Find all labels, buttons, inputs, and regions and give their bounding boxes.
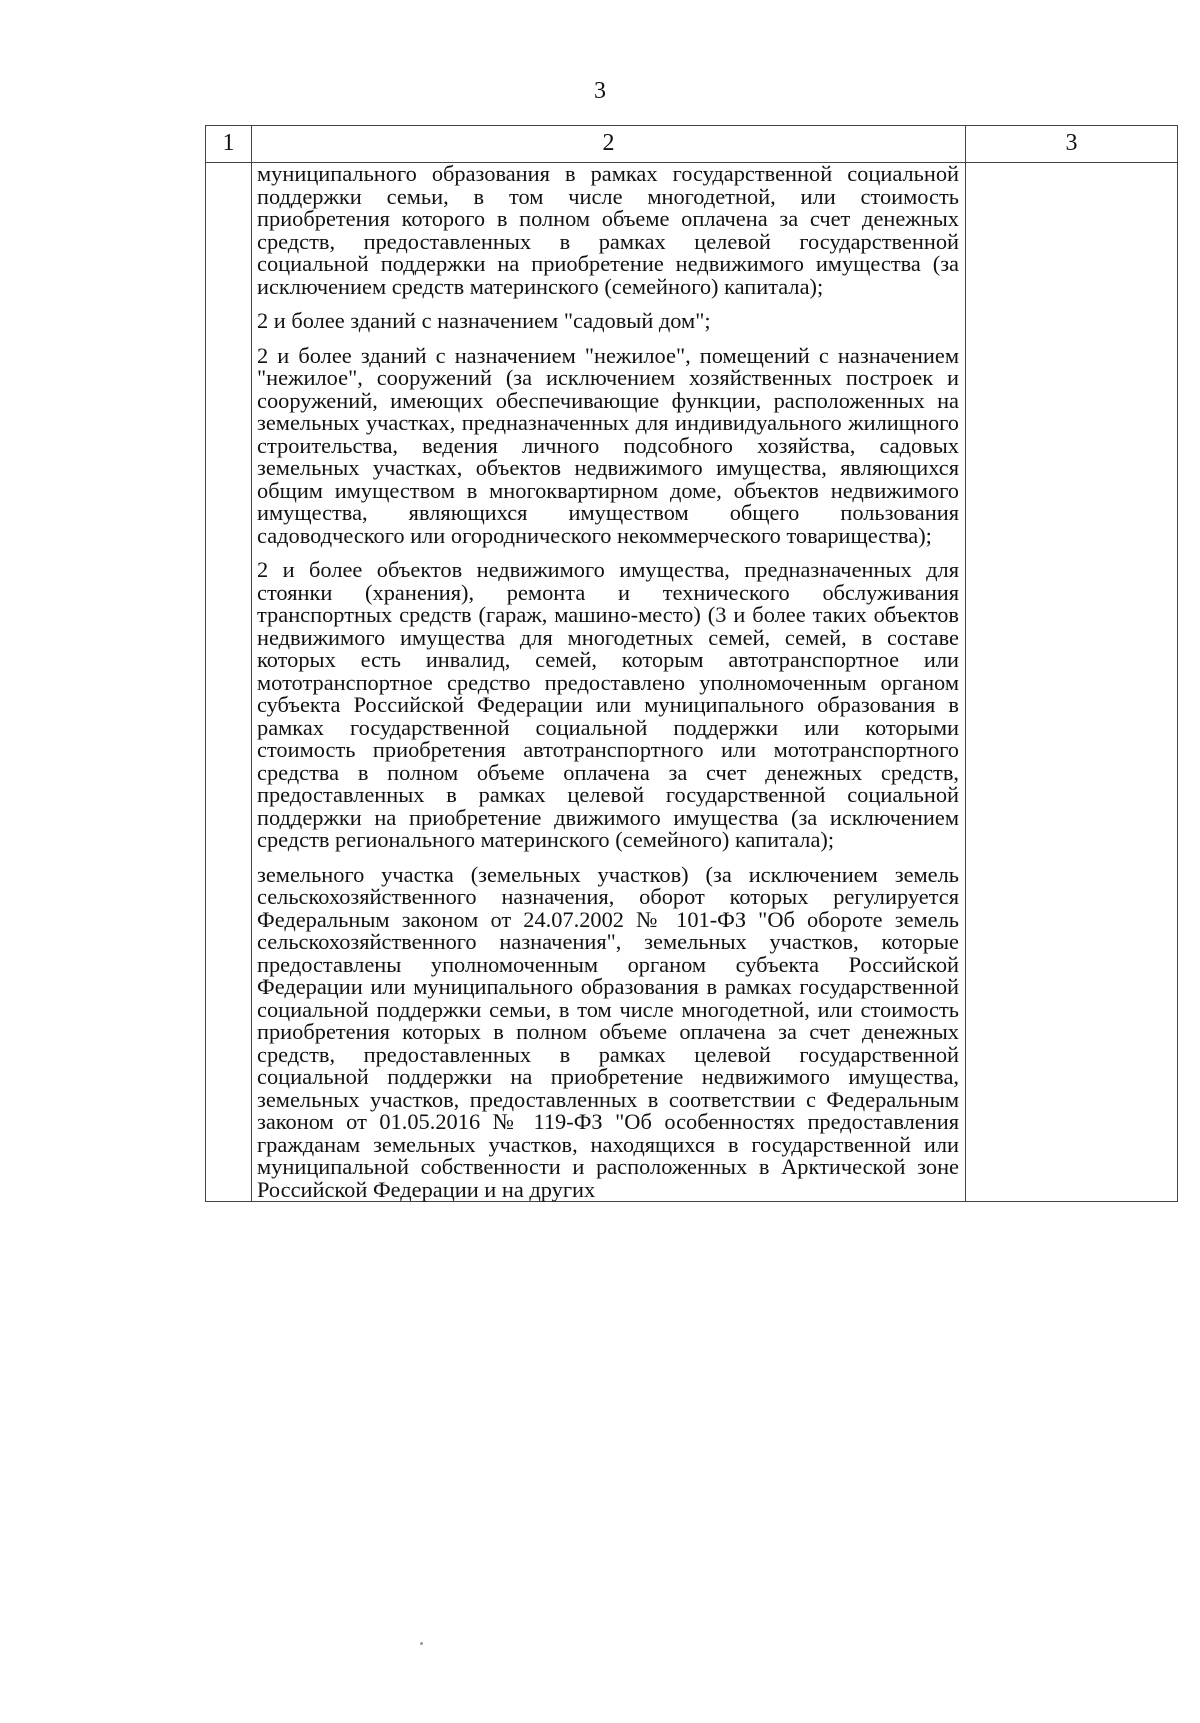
- table-body-row: [206, 163, 1178, 1202]
- header-cell-3: 3: [966, 126, 1178, 163]
- header-cell-2: 2: [252, 126, 966, 163]
- paragraph-1: муниципального образования в рамках государственной социальной поддержки семьи, в том числе многодетной, или стоимость приобретения которого в полном объеме оплачена за счет денежных средств, предоставленных в рамках целевой государственной социальной поддержки на приобретение недвижимого имущества (за исключением средств материнского (семейного) капитала);: [257, 161, 959, 299]
- paragraph-2: 2 и более зданий с назначением "садовый дом";: [257, 308, 711, 333]
- table-header-row: [206, 126, 1178, 163]
- paragraph-3: 2 и более зданий с назначением "нежилое", помещений с назначением "нежилое", сооружений (за исключением хозяйственных построек и сооружений, имеющих обеспечивающие функции, расположенных на земельных участках, предназначенных для индивидуального жилищного строительства, ведения личного подсобного хозяйства, садовых земельных участках, объектов недвижимого имущества, являющихся общим имуществом в многоквартирном доме, объектов недвижимого имущества, являющихся имуществом общего пользования садоводческого или огороднического некоммерческого товарищества);: [257, 342, 959, 548]
- paragraph-5: земельного участка (земельных участков) (за исключением земель сельскохозяйственного назначения, оборот которых регулируется Федеральным законом от 24.07.2002 № 101-ФЗ "Об обороте земель сельскохозяйственного назначения", земельных участков, которые предоставлены уполномоченным органом субъекта Российской Федерации или муниципального образования в рамках государственной социальной поддержки семьи, в том числе многодетной, или стоимость приобретения которых в полном объеме оплачена за счет денежных средств, предоставленных в рамках целевой государственной социальной поддержки на приобретение недвижимого имущества, земельных участков, предоставленных в соответствии с Федеральным законом от 01.05.2016 № 119-ФЗ "Об особенностях предоставления гражданам земельных участков, находящихся в государственной или муниципальной собственности и расположенных в Арктической зоне Российской Федерации и на других: [257, 861, 959, 1202]
- scan-speck: [420, 1642, 423, 1645]
- page-number: 3: [594, 78, 606, 104]
- body-cell-1: [206, 163, 252, 1202]
- body-cell-2: [252, 163, 966, 1202]
- body-cell-3: [966, 163, 1178, 1202]
- header-cell-1: 1: [206, 126, 252, 163]
- paragraph-4: 2 и более объектов недвижимого имущества, предназначенных для стоянки (хранения), ремонта и технического обслуживания транспортных средств (гараж, машино-место) (3 и более таких объектов недвижимого имущества для многодетных семей, семей, в составе которых есть инвалид, семей, которым автотранспортное или мототранспортное средство предоставлено уполномоченным органом субъекта Российской Федерации или муниципального образования в рамках государственной социальной поддержки или которыми стоимость приобретения автотранспортного или мототранспортного средства в полном объеме оплачена за счет денежных средств, предоставленных в рамках целевой государственной социальной поддержки на приобретение движимого имущества (за исключением средств регионального материнского (семейного) капитала);: [257, 557, 959, 852]
- document-table: [205, 125, 1178, 1202]
